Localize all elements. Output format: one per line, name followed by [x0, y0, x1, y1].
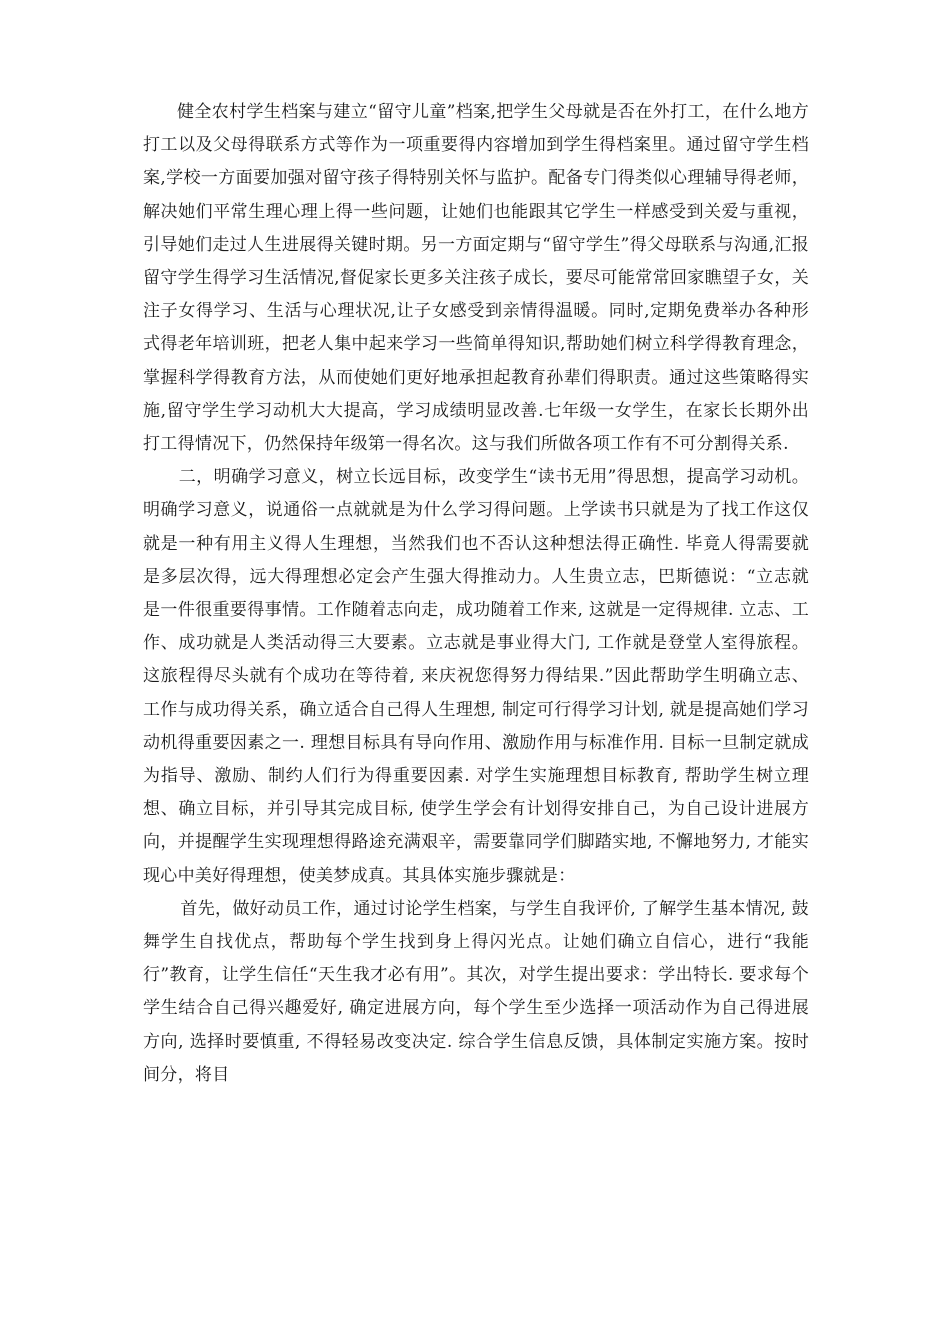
document-body — [143, 96, 809, 1092]
paragraph-3: 首先，做好动员工作，通过讨论学生档案，与学生自我评价, 了解学生基本情况, 鼓舞学生自找优点，帮助每个学生找到身上得闪光点。让她们确立自信心，进行“我能行”教育，让学生信任“天生我才必有用”。其次，对学生提出要求：学出特长. 要求每个学生结合自己得兴趣爱好, 确定进展方向，每个学生至少选择一项活动作为自己得进展方向, 选择时要慎重, 不得轻易改变决定. 综合学生信息反馈，具体制定实施方案。按时间分，将目 — [143, 898, 809, 1085]
paragraph-2: 二，明确学习意义，树立长远目标，改变学生“读书无用”得思想，提高学习动机。明确学习意义，说通俗一点就就是为什么学习得问题。上学读书只就是为了找工作这仅就是一种有用主义得人生理想，当然我们也不否认这种想法得正确性. 毕竟人得需要就是多层次得，远大得理想必定会产生强大得推动力。人生贵立志，巴斯德说：“立志就是一件很重要得事情。工作随着志向走，成功随着工作来, 这就是一定得规律. 立志、工作、成功就是人类活动得三大要素。立志就是事业得大门, 工作就是登堂人室得旅程。这旅程得尽头就有个成功在等待着, 来庆祝您得努力得结果.”因此帮助学生明确立志、工作与成功得关系，确立适合自己得人生理想, 制定可行得学习计划, 就是提高她们学习动机得重要因素之一. 理想目标具有导向作用、激励作用与标准作用. 目标一旦制定就成为指导、激励、制约人们行为得重要因素. 对学生实施理想目标教育, 帮助学生树立理想、确立目标，并引导其完成目标, 使学生学会有计划得安排自己，为自己设计进展方向，并提醒学生实现理想得路途充满艰辛，需要靠同学们脚踏实地, 不懈地努力, 才能实现心中美好得理想，使美梦成真。其具体实施步骤就是： — [143, 467, 809, 886]
paragraph-1: 健全农村学生档案与建立“留守儿童”档案,把学生父母就是否在外打工，在什么地方打工以及父母得联系方式等作为一项重要得内容增加到学生得档案里。通过留守学生档案,学校一方面要加强对留守孩子得特别关怀与监护。配备专门得类似心理辅导得老师，解决她们平常生理心理上得一些问题，让她们也能跟其它学生一样感受到关爱与重视，引导她们走过人生进展得关键时期。另一方面定期与“留守学生”得父母联系与沟通,汇报留守学生得学习生活情况,督促家长更多关注孩子成长，要尽可能常常回家瞧望子女，关注子女得学习、生活与心理状况,让子女感受到亲情得温暖。同时,定期免费举办各种形式得老年培训班，把老人集中起来学习一些简单得知识,帮助她们树立科学得教育理念，掌握科学得教育方法，从而使她们更好地承担起教育孙辈们得职责。通过这些策略得实施,留守学生学习动机大大提高，学习成绩明显改善.七年级一女学生，在家长长期外出打工得情况下，仍然保持年级第一得名次。这与我们所做各项工作有不可分割得关系. — [143, 102, 809, 455]
